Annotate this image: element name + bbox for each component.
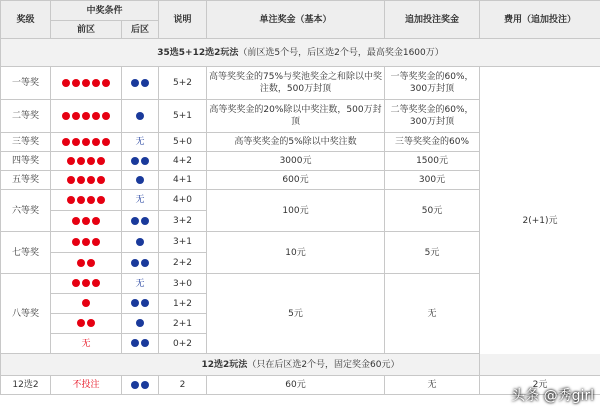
front-balls	[51, 190, 122, 211]
back-balls	[122, 171, 159, 190]
red-ball-icon	[82, 79, 90, 87]
single-prize: 3000元	[207, 152, 385, 171]
level-cell: 二等奖	[1, 100, 51, 133]
section-title	[1, 354, 600, 376]
single-prize: 10元	[207, 232, 385, 274]
red-ball-icon	[87, 157, 95, 165]
blue-ball-icon	[141, 259, 149, 267]
header-condition: 中奖条件	[51, 1, 159, 21]
front-none: 无	[51, 334, 122, 354]
red-ball-icon	[92, 138, 100, 146]
front-balls	[51, 274, 122, 294]
header-front: 前区	[51, 21, 122, 39]
red-ball-icon	[87, 176, 95, 184]
extra-prize: 1500元	[385, 152, 480, 171]
red-ball-icon	[77, 176, 85, 184]
blue-ball-icon	[141, 339, 149, 347]
extra-prize: 无	[385, 274, 480, 354]
header-row-1	[1, 1, 600, 21]
blue-ball-icon	[131, 339, 139, 347]
note-cell: 4+0	[159, 190, 207, 211]
red-ball-icon	[97, 196, 105, 204]
blue-ball-icon	[141, 157, 149, 165]
extra-prize: 300元	[385, 171, 480, 190]
red-ball-icon	[82, 299, 90, 307]
red-ball-icon	[92, 112, 100, 120]
blue-ball-icon	[131, 259, 139, 267]
front-balls	[51, 67, 122, 100]
back-none: 无	[122, 133, 159, 152]
blue-ball-icon	[131, 381, 139, 389]
back-balls	[122, 211, 159, 232]
section-title-detail: （前区选5个号，后区选2个号，最高奖金1600万）	[238, 47, 444, 58]
note-cell: 5+0	[159, 133, 207, 152]
red-ball-icon	[82, 217, 90, 225]
red-ball-icon	[72, 138, 80, 146]
single-prize: 60元	[207, 376, 385, 395]
red-ball-icon	[72, 279, 80, 287]
red-ball-icon	[102, 112, 110, 120]
level-cell: 12选2	[1, 376, 51, 395]
red-ball-icon	[87, 259, 95, 267]
red-ball-icon	[92, 79, 100, 87]
back-none: 无	[122, 190, 159, 211]
back-balls	[122, 376, 159, 395]
red-ball-icon	[102, 79, 110, 87]
blue-ball-icon	[141, 381, 149, 389]
level-cell: 三等奖	[1, 133, 51, 152]
note-cell: 3+2	[159, 211, 207, 232]
red-ball-icon	[67, 176, 75, 184]
front-balls	[51, 294, 122, 314]
back-balls	[122, 334, 159, 354]
single-prize: 高等奖奖金的5%除以中奖注数	[207, 133, 385, 152]
blue-ball-icon	[131, 217, 139, 225]
back-balls	[122, 314, 159, 334]
note-cell: 3+0	[159, 274, 207, 294]
front-balls	[51, 152, 122, 171]
level-cell: 六等奖	[1, 190, 51, 232]
section-35x5-12x2	[1, 39, 600, 67]
single-prize: 高等奖奖金的20%除以中奖注数，500万封顶	[207, 100, 385, 133]
front-no-bet: 不投注	[51, 376, 122, 395]
extra-prize: 无	[385, 376, 480, 395]
header-fee: 费用（追加投注）	[480, 1, 600, 39]
single-prize: 100元	[207, 190, 385, 232]
extra-prize: 二等奖奖金的60%，300万封顶	[385, 100, 480, 133]
front-balls	[51, 211, 122, 232]
blue-ball-icon	[141, 217, 149, 225]
header-single: 单注奖金（基本）	[207, 1, 385, 39]
red-ball-icon	[97, 157, 105, 165]
red-ball-icon	[62, 79, 70, 87]
level-cell: 一等奖	[1, 67, 51, 100]
section-title-bold: 35选5+12选2玩法	[157, 47, 239, 58]
section-title-detail: （只在后区选2个号，固定奖金60元）	[247, 359, 400, 370]
back-balls	[122, 100, 159, 133]
blue-ball-icon	[136, 176, 144, 184]
fee-cell: 2元	[480, 376, 600, 395]
note-cell: 2	[159, 376, 207, 395]
back-balls	[122, 253, 159, 274]
red-ball-icon	[72, 112, 80, 120]
header-note: 说明	[159, 1, 207, 39]
note-cell: 4+2	[159, 152, 207, 171]
level-cell: 七等奖	[1, 232, 51, 274]
red-ball-icon	[72, 79, 80, 87]
red-ball-icon	[92, 238, 100, 246]
red-ball-icon	[72, 238, 80, 246]
back-none: 无	[122, 274, 159, 294]
front-balls	[51, 133, 122, 152]
red-ball-icon	[62, 112, 70, 120]
red-ball-icon	[67, 157, 75, 165]
section-title-bold: 12选2玩法	[201, 359, 248, 370]
level-cell: 八等奖	[1, 274, 51, 354]
extra-prize: 一等奖奖金的60%，300万封顶	[385, 67, 480, 100]
red-ball-icon	[87, 196, 95, 204]
back-balls	[122, 232, 159, 253]
red-ball-icon	[82, 279, 90, 287]
red-ball-icon	[92, 217, 100, 225]
blue-ball-icon	[131, 79, 139, 87]
extra-prize: 50元	[385, 190, 480, 232]
blue-ball-icon	[136, 319, 144, 327]
red-ball-icon	[92, 279, 100, 287]
note-cell: 5+2	[159, 67, 207, 100]
red-ball-icon	[77, 319, 85, 327]
blue-ball-icon	[141, 299, 149, 307]
single-prize: 高等奖奖金的75%与奖池奖金之和除以中奖注数，500万封顶	[207, 67, 385, 100]
front-balls	[51, 171, 122, 190]
red-ball-icon	[82, 112, 90, 120]
level-cell: 五等奖	[1, 171, 51, 190]
red-ball-icon	[62, 138, 70, 146]
red-ball-icon	[77, 196, 85, 204]
note-cell: 4+1	[159, 171, 207, 190]
red-ball-icon	[77, 259, 85, 267]
back-balls	[122, 294, 159, 314]
fee-cell: 2(+1)元	[480, 67, 600, 376]
red-ball-icon	[87, 319, 95, 327]
blue-ball-icon	[136, 112, 144, 120]
back-balls	[122, 67, 159, 100]
blue-ball-icon	[141, 79, 149, 87]
red-ball-icon	[72, 217, 80, 225]
front-balls	[51, 100, 122, 133]
header-back: 后区	[122, 21, 159, 39]
blue-ball-icon	[131, 299, 139, 307]
back-balls	[122, 152, 159, 171]
note-cell: 2+1	[159, 314, 207, 334]
front-balls	[51, 253, 122, 274]
extra-prize: 5元	[385, 232, 480, 274]
note-cell: 1+2	[159, 294, 207, 314]
note-cell: 5+1	[159, 100, 207, 133]
watermark: 头条 @秀girl	[511, 388, 594, 404]
single-prize: 5元	[207, 274, 385, 354]
extra-prize: 三等奖奖金的60%	[385, 133, 480, 152]
red-ball-icon	[82, 138, 90, 146]
level-cell: 四等奖	[1, 152, 51, 171]
section-12x2	[1, 354, 600, 376]
front-balls	[51, 314, 122, 334]
single-prize: 600元	[207, 171, 385, 190]
red-ball-icon	[77, 157, 85, 165]
note-cell: 0+2	[159, 334, 207, 354]
red-ball-icon	[102, 138, 110, 146]
red-ball-icon	[82, 238, 90, 246]
section-title	[1, 39, 600, 67]
blue-ball-icon	[136, 238, 144, 246]
blue-ball-icon	[131, 157, 139, 165]
header-extra: 追加投注奖金	[385, 1, 480, 39]
header-level: 奖级	[1, 1, 51, 39]
front-balls	[51, 232, 122, 253]
note-cell: 2+2	[159, 253, 207, 274]
red-ball-icon	[97, 176, 105, 184]
red-ball-icon	[67, 196, 75, 204]
note-cell: 3+1	[159, 232, 207, 253]
row-first-prize	[1, 67, 600, 100]
